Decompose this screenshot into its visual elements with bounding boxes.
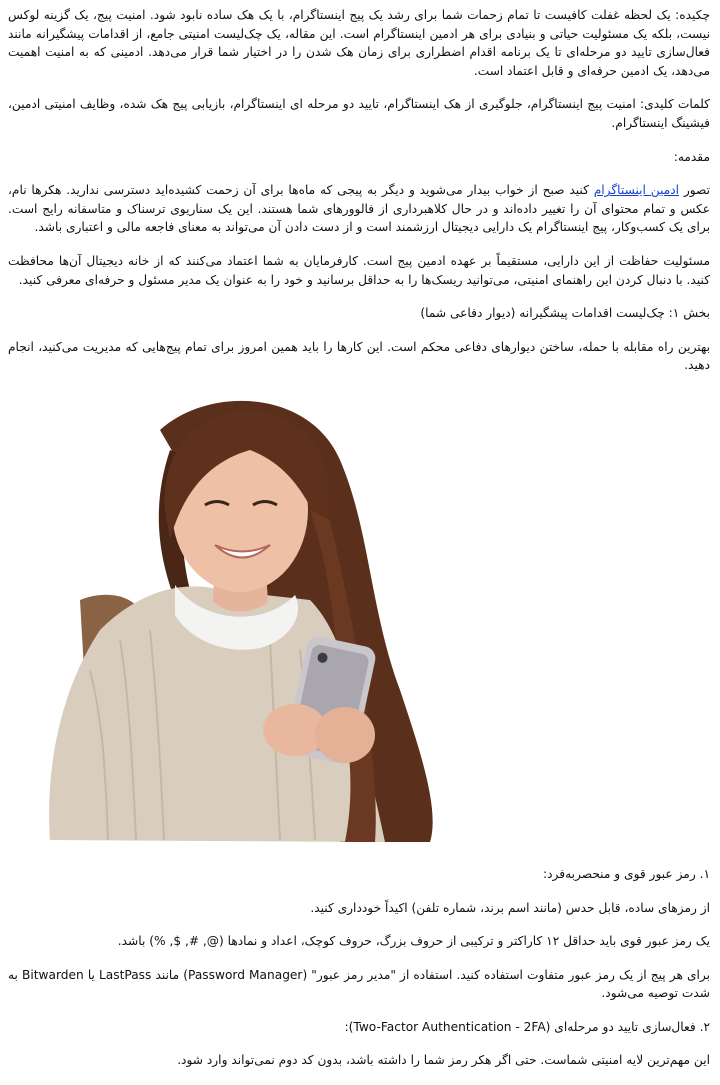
intro-text-before: تصور	[679, 183, 710, 198]
admin-instagram-link[interactable]: ادمین اینستاگرام	[593, 183, 680, 198]
item1-paragraph-2: یک رمز عبور قوی باید حداقل ۱۲ کاراکتر و ترکیبی از حروف بزرگ، حروف کوچک، اعداد و نمادها (@, #, $, %) باشد.	[117, 934, 710, 949]
intro-paragraph-2: مسئولیت حفاظت از این دارایی، مستقیماً بر عهده ادمین پیج است. کارفرمایان به شما اعتماد می‌کنند که از خانه دیجیتال آن‌ها محافظت کنید. با دنبال کردن این راهنمای امنیتی، می‌توانید ریسک‌ها را به حداقل برسانید و خود را به عنوان یک مدیر مسئول و حرفه‌ای معرفی کنید.	[8, 253, 710, 287]
keywords-paragraph: کلمات کلیدی: امنیت پیج اینستاگرام، جلوگیری از هک اینستاگرام، تایید دو مرحله ای اینستاگرام، بازیابی پیج هک شده، وظایف امنیتی ادمین، فیشینگ اینستاگرام.	[8, 97, 710, 130]
abstract-paragraph: چکیده: یک لحظه غفلت کافیست تا تمام زحمات شما برای رشد یک پیج اینستاگرام، با یک هک ساده نابود شود. امنیت پیج، یک گزینه لوکس نیست، بلکه یک مسئولیت حیاتی و بنیادی برای هر ادمین اینستاگرام است. این مقاله، یک چک‌لیست امنیتی جامع، از اقدامات پیشگیرانه مانند فعال‌سازی تایید دو مرحله‌ای تا یک برنامه اقدام اضطراری برای زمان هک شدن را در اختیار شما قرار می‌دهد. ادمینی که به امنیت اهمیت می‌دهد، یک ادمین حرفه‌ای و قابل اعتماد است.	[8, 8, 710, 78]
section1-intro: بهترین راه مقابله با حمله، ساختن دیوارهای دفاعی محکم است. این کارها را باید همین امروز برای تمام پیج‌هایی که مدیریت می‌کنید، انجام دهید.	[8, 339, 710, 373]
woman-with-phone-photo	[10, 390, 440, 845]
item1-heading: ۱. رمز عبور قوی و منحصربه‌فرد:	[543, 866, 710, 881]
article	[8, 6, 710, 1085]
item2-paragraph-1: این مهم‌ترین لایه امنیتی شماست. حتی اگر هکر رمز شما را داشته باشد، بدون کد دوم نمی‌تواند وارد شود.	[177, 1053, 710, 1068]
intro-text-after: کنید صبح از خواب بیدار می‌شوید و دیگر به پیجی که ماه‌ها برای آن زحمت کشیده‌اید دسترسی ندارید. هکرها نام، عکس و تمام محتوای آن را تغییر داده‌اند و در حال کلاهبرداری از فالوورهای شما هستند. این یک سناریوی ترسناک و متاسفانه رایج است. برای یک کسب‌وکار، پیج اینستاگرام یک دارایی دیجیتال ارزشمند است و از دست دادن آن می‌تواند به معنای فاجعه مالی و اعتباری باشد.	[8, 183, 710, 235]
item2-heading: ۲. فعال‌سازی تایید دو مرحله‌ای (Two-Factor Authentication - 2FA):	[344, 1019, 710, 1034]
item1-paragraph-1: از رمزهای ساده، قابل حدس (مانند اسم برند، شماره تلفن) اکیداً خودداری کنید.	[310, 900, 710, 915]
section1-heading: بخش ۱: چک‌لیست اقدامات پیشگیرانه (دیوار دفاعی شما)	[420, 306, 710, 321]
item1-paragraph-3: برای هر پیج از یک رمز عبور متفاوت استفاده کنید. استفاده از "مدیر رمز عبور" (Password Manager) مانند LastPass یا Bitwarden به شدت توصیه می‌شود.	[8, 967, 711, 1001]
intro-heading: مقدمه:	[673, 149, 710, 164]
intro-paragraph-1	[8, 181, 710, 237]
